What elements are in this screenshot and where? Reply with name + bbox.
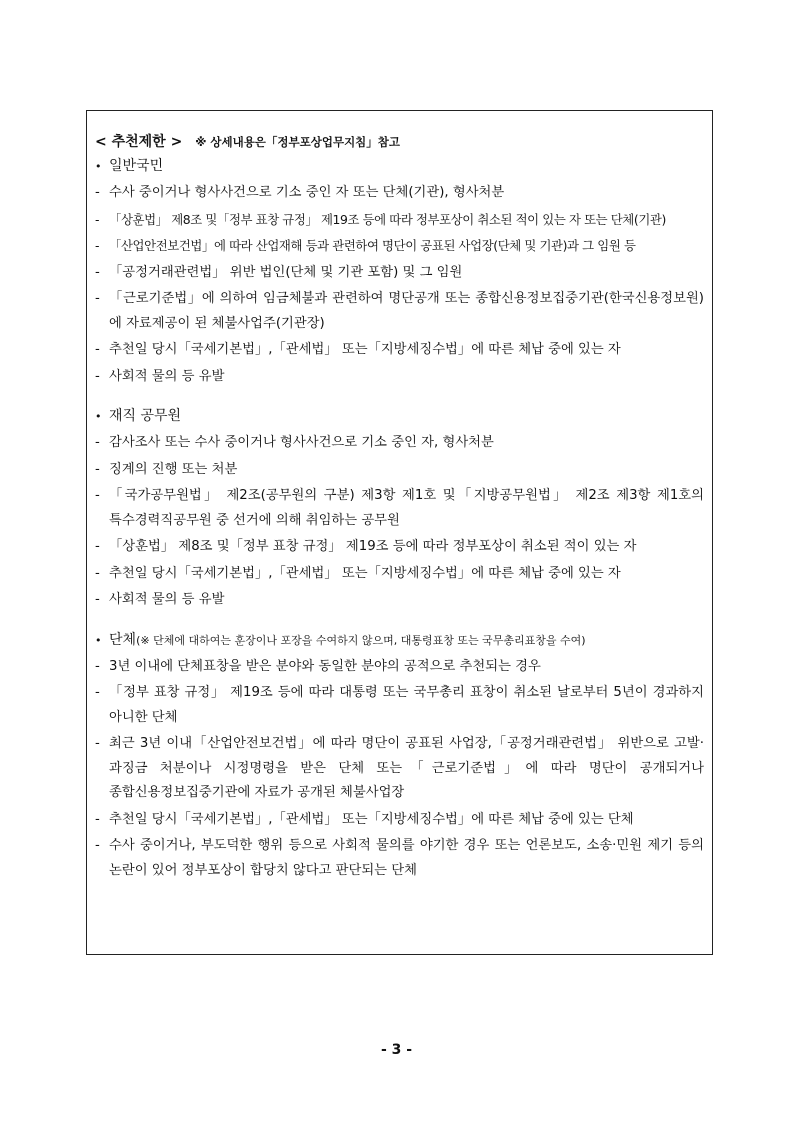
dash-marker: -	[95, 185, 100, 200]
section-title-organizations	[95, 629, 704, 652]
dash-marker: -	[95, 539, 100, 554]
list-item	[95, 458, 704, 483]
list-item-text: 최근 3년 이내「산업안전보건법」에 따라 명단이 공표된 사업장,「공정거래관련법」 위반으로 고발·과징금 처분이나 시정명령을 받은 단체 또는「근로기준법」에 따라 명단이 공개되거나 종합신용정보집중기관에 자료가 공개된 체불사업장	[109, 736, 704, 800]
dash-marker: -	[95, 238, 100, 253]
section-title-note: (※ 단체에 대하여는 훈장이나 포장을 수여하지 않으며, 대통령표창 또는 국무총리표창을 수여)	[136, 633, 586, 647]
list-item-text: 사회적 물의 등 유발	[109, 368, 225, 384]
list-item	[95, 562, 704, 587]
dash-marker: -	[95, 488, 100, 503]
list-item	[95, 234, 704, 259]
page-number: - 3 -	[380, 1042, 413, 1058]
dash-marker: -	[95, 264, 100, 280]
restriction-heading	[95, 131, 704, 153]
dash-marker: -	[95, 658, 100, 674]
section-list-organizations	[95, 655, 704, 884]
list-item	[95, 287, 704, 336]
list-item	[95, 484, 704, 533]
list-item-text: 징계의 진행 또는 처분	[109, 461, 238, 477]
bullet-icon: •	[95, 160, 102, 173]
list-item-text: 「공정거래관련법」 위반 법인(단체 및 기관 포함) 및 그 임원	[109, 264, 463, 280]
section-title-text: 단체	[109, 631, 137, 648]
bullet-icon: •	[95, 633, 102, 647]
list-item-text: 3년 이내에 단체표창을 받은 분야와 동일한 분야의 공적으로 추천되는 경우	[109, 658, 541, 674]
list-item-text: 수사 중이거나, 부도덕한 행위 등으로 사회적 물의를 야기한 경우 또는 언론보도, 소송·민원 제기 등의 논란이 있어 정부포상이 합당치 않다고 판단되는 단체	[109, 838, 704, 878]
list-item-text: 「상훈법」 제8조 및「정부 표창 규정」 제19조 등에 따라 정부포상이 취소된 적이 있는 자 또는 단체(기관)	[109, 211, 666, 227]
list-item-text: 「산업안전보건법」에 따라 산업재해 등과 관련하여 명단이 공표된 사업장(단체 및 기관)과 그 임원 등	[109, 238, 636, 253]
list-item-text: 추천일 당시「국세기본법」,「관세법」 또는「지방세징수법」에 따른 체납 중에 있는 자	[109, 342, 621, 357]
dash-marker: -	[95, 565, 100, 581]
dash-marker: -	[95, 592, 100, 607]
list-item	[95, 261, 704, 286]
list-item	[95, 431, 704, 456]
dash-marker: -	[95, 461, 100, 477]
dash-marker: -	[95, 685, 100, 700]
bullet-icon: •	[95, 410, 102, 423]
list-item-text: 추천일 당시「국세기본법」,「관세법」 또는「지방세징수법」에 따른 체납 중에 있는 단체	[109, 811, 634, 827]
dash-marker: -	[95, 736, 100, 751]
dash-marker: -	[95, 838, 100, 853]
dash-marker: -	[95, 435, 100, 450]
section-list-public-officials	[95, 431, 704, 613]
dash-marker: -	[95, 291, 100, 306]
list-item	[95, 681, 704, 730]
section-title-general-public	[95, 155, 704, 178]
list-item-text: 「국가공무원법」 제2조(공무원의 구분) 제3항 제1호 및「지방공무원법」 제2조 제3항 제1호의 특수경력직공무원 중 선거에 의해 취임하는 공무원	[109, 488, 704, 528]
section-list-general-public	[95, 181, 704, 389]
list-item	[95, 338, 704, 363]
heading-title: < 추천제한 >	[95, 134, 183, 150]
restriction-box	[86, 110, 713, 955]
list-item	[95, 588, 704, 613]
list-item-text: 수사 중이거나 형사사건으로 기소 중인 자 또는 단체(기관), 형사처분	[109, 185, 505, 200]
list-item-text: 추천일 당시「국세기본법」,「관세법」 또는「지방세징수법」에 따른 체납 중에 있는 자	[109, 565, 621, 581]
section-title-public-officials	[95, 405, 704, 428]
section-gap	[95, 615, 704, 627]
list-item-text: 「상훈법」 제8조 및「정부 표창 규정」 제19조 등에 따라 정부포상이 취소된 적이 있는 자	[109, 539, 637, 554]
list-item-text: 「정부 표창 규정」 제19조 등에 따라 대통령 또는 국무총리 표창이 취소된 날로부터 5년이 경과하지 아니한 단체	[109, 685, 704, 725]
dash-marker: -	[95, 342, 100, 357]
list-item	[95, 208, 704, 233]
list-item-text: 「근로기준법」에 의하여 임금체불과 관련하여 명단공개 또는 종합신용정보집중기관(한국신용정보원)에 자료제공이 된 체불사업주(기관장)	[109, 291, 704, 331]
list-item-text: 감사조사 또는 수사 중이거나 형사사건으로 기소 중인 자, 형사처분	[109, 435, 494, 450]
list-item	[95, 535, 704, 560]
dash-marker: -	[95, 811, 100, 827]
section-gap	[95, 391, 704, 403]
dash-marker: -	[95, 211, 100, 227]
section-title-text: 일반국민	[109, 158, 164, 174]
section-title-text: 재직 공무원	[109, 408, 182, 424]
list-item-text: 사회적 물의 등 유발	[109, 592, 225, 607]
list-item	[95, 834, 704, 883]
list-item	[95, 732, 704, 806]
list-item	[95, 365, 704, 390]
dash-marker: -	[95, 368, 100, 384]
list-item	[95, 181, 704, 206]
list-item	[95, 808, 704, 833]
list-item	[95, 655, 704, 680]
heading-note: ※ 상세내용은「정부포상업무지침」참고	[195, 135, 401, 149]
